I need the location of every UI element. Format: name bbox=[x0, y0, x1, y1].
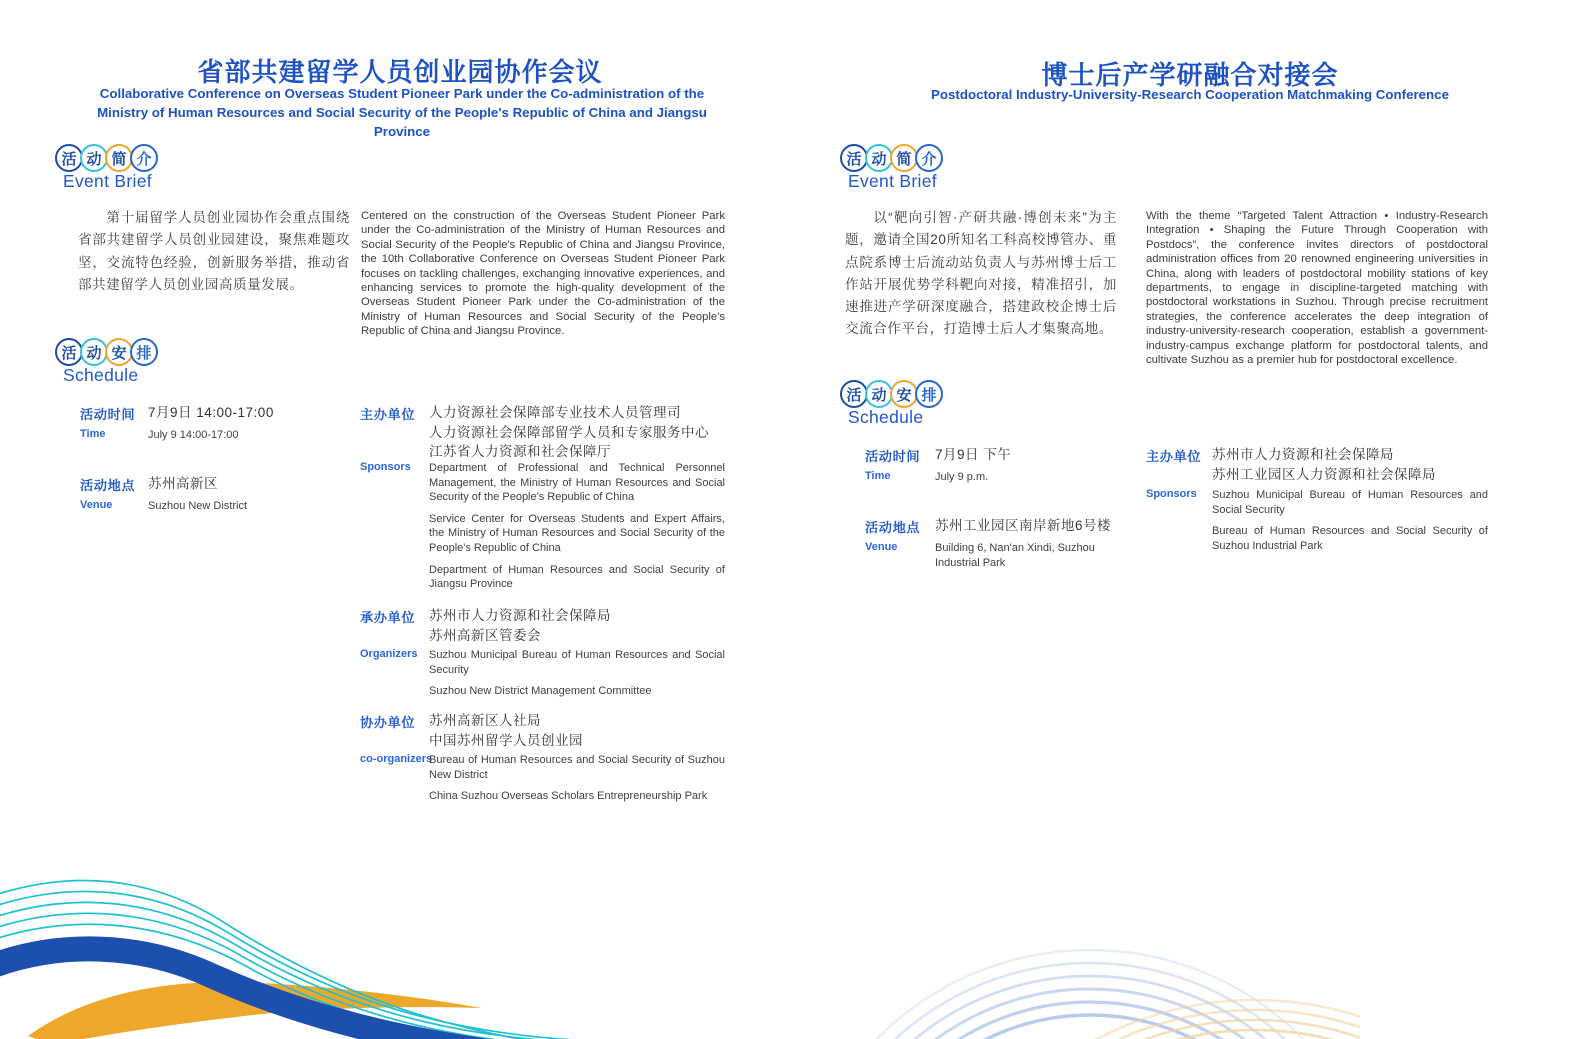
right-sponsors-label-en: Sponsors bbox=[1146, 488, 1197, 500]
right-page-title-cn: 博士后产学研融合对接会 bbox=[1041, 60, 1339, 90]
left-event-brief-badge bbox=[55, 144, 155, 172]
left-sponsors-label-en: Sponsors bbox=[360, 461, 411, 473]
badge-circle-2: 动 bbox=[80, 144, 108, 172]
right-schedule-badge bbox=[840, 380, 940, 408]
sponsor-cn-line: 苏州工业园区人力资源和社会保障局 bbox=[1212, 466, 1436, 482]
left-coorganizers-values-cn bbox=[429, 711, 729, 750]
right-sponsors-values-cn bbox=[1212, 445, 1492, 484]
right-sponsors-values-en bbox=[1212, 488, 1488, 560]
badge-circle-1: 活 bbox=[840, 144, 868, 172]
badge-circle-4: 排 bbox=[130, 338, 158, 366]
right-page-title-en: Postdoctoral Industry-University-Research Cooperation Matchmaking Conference bbox=[931, 87, 1449, 102]
right-brief-paragraph-en: With the theme “Targeted Talent Attraction • Industry-Research Integration • Shaping the Future Through Cooperation with Postdocs”, the conference invites directors of postdoctoral administration offices from 20 renowned engineering universities in China, along with leaders of postdoctoral mobility stations of key departments, to engage in discipline-targeted matching with postdoctoral workstations in Suzhou. Through precise recruitment strategies, the conference accelerates the deep integration of industry-university-research cooperation, establish a government-industry-campus exchange platform for postdoctoral talents, and cultivate Suzhou as a premier hub for postdoctoral excellence. bbox=[1146, 210, 1488, 367]
right-sponsors-label-cn: 主办单位 bbox=[1146, 449, 1202, 464]
left-time-value-cn: 7月9日 14:00-17:00 bbox=[148, 405, 274, 420]
badge-circle-3: 安 bbox=[890, 380, 918, 408]
left-time-label-cn: 活动时间 bbox=[80, 407, 136, 422]
right-time-value-cn: 7月9日 下午 bbox=[935, 447, 1012, 462]
badge-circle-1: 活 bbox=[55, 338, 83, 366]
coorganizer-cn-line: 中国苏州留学人员创业园 bbox=[429, 732, 583, 748]
left-page-title-cn: 省部共建留学人员创业园协作会议 bbox=[197, 57, 603, 87]
sponsor-en-item: Bureau of Human Resources and Social Security of Suzhou Industrial Park bbox=[1212, 525, 1488, 552]
right-event-brief-label: Event Brief bbox=[848, 171, 937, 191]
right-venue-label-en: Venue bbox=[865, 541, 898, 553]
right-schedule-label: Schedule bbox=[848, 407, 924, 427]
left-time-value-en: July 9 14:00-17:00 bbox=[148, 429, 239, 441]
organizer-cn-line: 苏州高新区管委会 bbox=[429, 627, 541, 643]
sponsor-cn-line: 人力资源社会保障部专业技术人员管理司 bbox=[429, 405, 681, 420]
organizer-en-item: Suzhou New District Management Committee bbox=[429, 685, 652, 698]
badge-circle-4: 介 bbox=[915, 144, 943, 172]
badge-circle-2: 动 bbox=[865, 144, 893, 172]
left-venue-label-en: Venue bbox=[80, 499, 113, 511]
badge-circle-3: 简 bbox=[105, 144, 133, 172]
sponsor-cn-line: 江苏省人力资源和社会保障厅 bbox=[429, 444, 611, 459]
right-time-value-en: July 9 p.m. bbox=[935, 471, 989, 483]
badge-circle-1: 活 bbox=[55, 144, 83, 172]
left-venue-label-cn: 活动地点 bbox=[80, 478, 136, 493]
left-sponsors-label-cn: 主办单位 bbox=[360, 407, 416, 422]
left-schedule-badge bbox=[55, 338, 155, 366]
left-organizers-label-en: Organizers bbox=[360, 648, 418, 660]
left-venue-value-cn: 苏州高新区 bbox=[148, 476, 218, 491]
badge-circle-4: 排 bbox=[915, 380, 943, 408]
left-coorganizers-label-cn: 协办单位 bbox=[360, 715, 416, 730]
badge-circle-2: 动 bbox=[80, 338, 108, 366]
left-brief-paragraph-en: Centered on the construction of the Overseas Student Pioneer Park under the Co-administration of the Ministry of Human Resources and Social Security of the People's Republic of China and Jiangsu Province, the 10th Collaborative Conference on Overseas Student Pioneer Park focuses on tackling challenges, exchanging innovative experiences, and enhancing services to promote the high-quality development of the Overseas Student Pioneer Park under the Co-administration of the Ministry of Human Resources and Social Security of the People's Republic of China and Jiangsu Province. bbox=[361, 210, 725, 338]
right-time-label-en: Time bbox=[865, 470, 891, 482]
sponsor-en-item: Service Center for Overseas Students and Expert Affairs, the Ministry of Human Resources and Social Security of the People's Republic of China bbox=[429, 512, 725, 554]
left-venue-value-en: Suzhou New District bbox=[148, 500, 248, 512]
left-sponsors-values-cn bbox=[429, 403, 729, 462]
left-coorganizers-label-en: co-organizers bbox=[360, 753, 433, 765]
organizer-cn-line: 苏州市人力资源和社会保障局 bbox=[429, 608, 611, 623]
left-brief-paragraph-cn: 第十届留学人员创业园协作会重点围绕省部共建留学人员创业园建设，聚焦难题攻坚，交流特色经验，创新服务举措，推动省部共建留学人员创业园高质量发展。 bbox=[78, 210, 350, 292]
left-organizers-label-cn: 承办单位 bbox=[360, 610, 416, 625]
left-organizers-values-cn bbox=[429, 606, 729, 645]
badge-circle-4: 介 bbox=[130, 144, 158, 172]
right-time-label-cn: 活动时间 bbox=[865, 449, 921, 464]
sponsor-en-item: Department of Human Resources and Social Security of Jiangsu Province bbox=[429, 563, 725, 591]
coorganizer-cn-line: 苏州高新区人社局 bbox=[429, 713, 541, 728]
left-schedule-label: Schedule bbox=[63, 365, 139, 385]
left-organizers-values-en bbox=[429, 648, 725, 706]
badge-circle-3: 简 bbox=[890, 144, 918, 172]
left-sponsors-values-en bbox=[429, 461, 725, 599]
sponsor-cn-line: 苏州市人力资源和社会保障局 bbox=[1212, 447, 1394, 462]
sponsor-en-item: Department of Professional and Technical Personnel Management, the Ministry of Human Resources and Social Security of the People's Republic of China bbox=[429, 462, 725, 504]
right-venue-value-cn: 苏州工业园区南岸新地6号楼 bbox=[935, 518, 1112, 533]
left-event-brief-label: Event Brief bbox=[63, 171, 152, 191]
right-venue-value-en: Building 6, Nan'an Xindi, Suzhou Industrial Park bbox=[935, 542, 1095, 569]
badge-circle-1: 活 bbox=[840, 380, 868, 408]
sponsor-en-item: Suzhou Municipal Bureau of Human Resources and Social Security bbox=[1212, 489, 1488, 516]
coorganizer-en-item: Bureau of Human Resources and Social Security of Suzhou New District bbox=[429, 754, 725, 781]
badge-circle-3: 安 bbox=[105, 338, 133, 366]
right-event-brief-badge bbox=[840, 144, 940, 172]
sponsor-cn-line: 人力资源社会保障部留学人员和专家服务中心 bbox=[429, 424, 709, 440]
coorganizer-en-item: China Suzhou Overseas Scholars Entrepreneurship Park bbox=[429, 790, 708, 803]
right-venue-label-cn: 活动地点 bbox=[865, 520, 921, 535]
badge-circle-2: 动 bbox=[865, 380, 893, 408]
left-coorganizers-values-en bbox=[429, 753, 725, 811]
right-brief-paragraph-cn: 以“靶向引智·产研共融·博创未来”为主题，邀请全国20所知名工科高校博管办、重点院系博士后流动站负责人与苏州博士后工作站开展优势学科靶向对接，精准招引，加速推进产学研深度融合，搭建政校企博士后交流合作平台，打造博士后人才集聚高地。 bbox=[845, 210, 1117, 337]
organizer-en-item: Suzhou Municipal Bureau of Human Resources and Social Security bbox=[429, 649, 725, 676]
left-page-title-en: Collaborative Conference on Overseas Student Pioneer Park under the Co-administration of the Ministry of Human Resources and Social Security of the People's Republic of China and Jiangsu Province bbox=[97, 86, 707, 139]
left-time-label-en: Time bbox=[80, 428, 106, 440]
